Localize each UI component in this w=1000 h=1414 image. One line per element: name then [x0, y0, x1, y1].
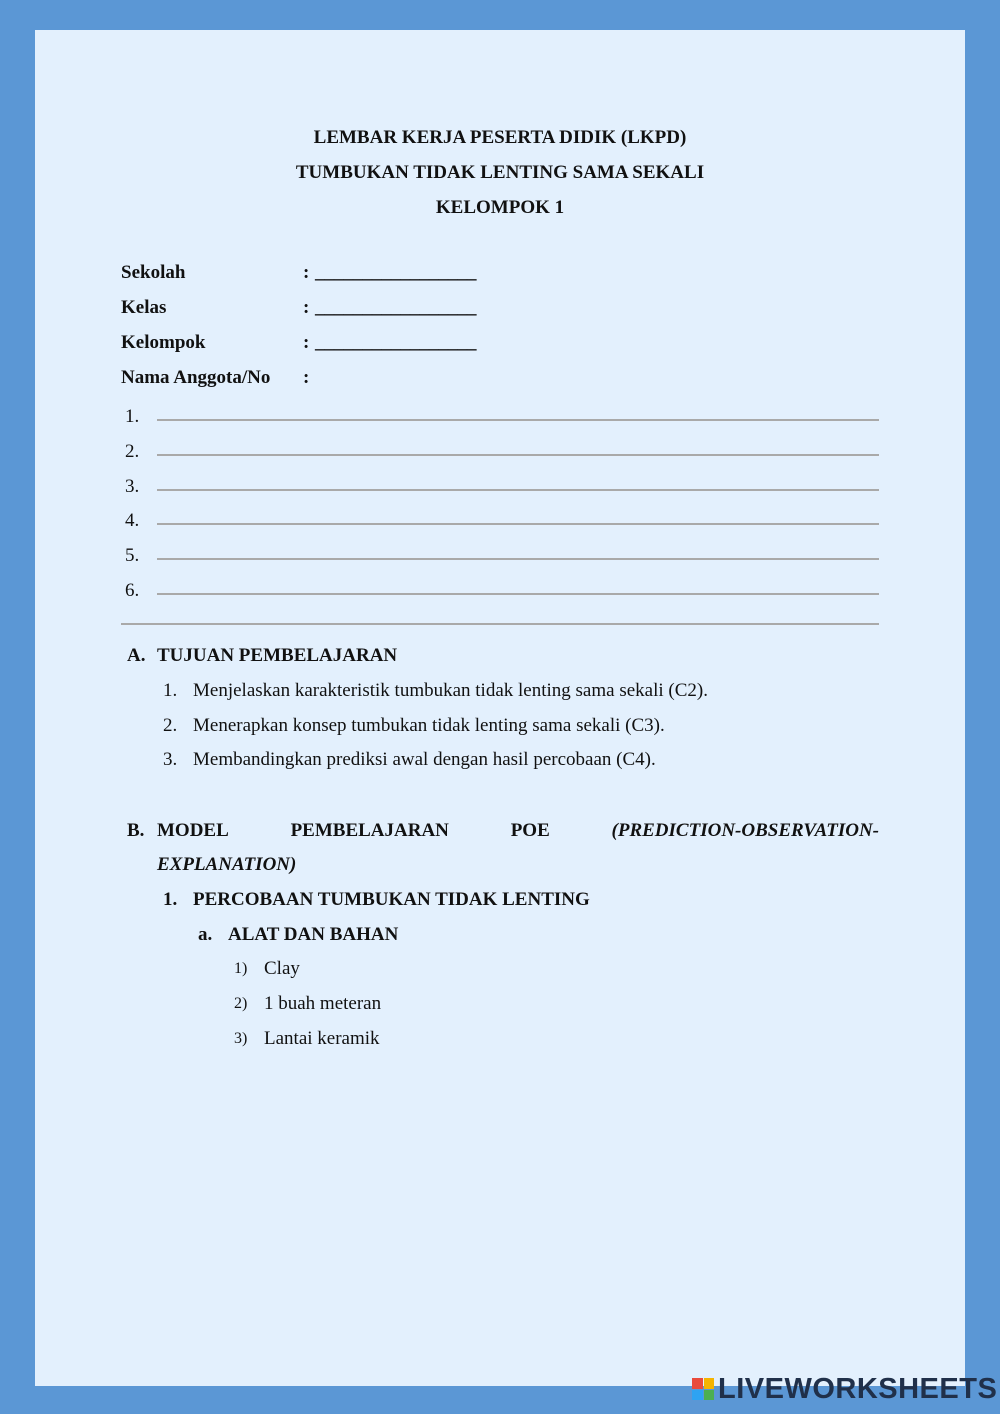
field-blank[interactable]: _________________ [315, 332, 477, 353]
title-line-3: KELOMPOK 1 [435, 197, 565, 218]
objective-number: 1. [163, 680, 178, 701]
field-label: Kelompok [121, 332, 206, 353]
section-b-italic-cont: EXPLANATION) [157, 854, 297, 875]
logo-square-icon [704, 1378, 715, 1389]
liveworksheets-watermark [692, 1374, 997, 1404]
objective-text: Menerapkan konsep tumbukan tidak lenting sama sekali (C3). [193, 715, 665, 736]
material-number: 1) [234, 960, 248, 977]
title-line-1: LEMBAR KERJA PESERTA DIDIK (LKPD) [313, 127, 687, 148]
material-item-1 [234, 951, 734, 986]
member-row-6 [125, 573, 879, 608]
field-kelompok [121, 325, 477, 360]
materials-marker: a. [198, 924, 213, 945]
member-number: 2. [125, 441, 140, 462]
objective-text: Menjelaskan karakteristik tumbukan tidak lenting sama sekali (C2). [193, 680, 708, 701]
member-row-5 [125, 538, 879, 573]
member-line[interactable] [157, 454, 879, 456]
member-number: 6. [125, 580, 140, 601]
member-line[interactable] [157, 558, 879, 560]
member-line[interactable] [157, 489, 879, 491]
objective-item-2 [163, 708, 863, 743]
field-nama-anggota [121, 360, 315, 395]
section-a-title: TUJUAN PEMBELAJARAN [157, 645, 398, 666]
experiment-number: 1. [163, 889, 178, 910]
material-item-3 [234, 1021, 734, 1056]
member-number: 4. [125, 510, 140, 531]
member-row-3 [125, 469, 879, 504]
section-b-word-3: POE [510, 820, 550, 841]
objective-number: 2. [163, 715, 178, 736]
field-colon: : [303, 262, 310, 283]
liveworksheets-logo-icon [692, 1378, 714, 1400]
member-row-4 [125, 503, 879, 538]
member-number: 3. [125, 476, 140, 497]
objective-item-3 [163, 742, 863, 777]
field-blank[interactable]: _________________ [315, 262, 477, 283]
section-b-italic: (PREDICTION-OBSERVATION- [611, 820, 879, 841]
logo-square-icon [704, 1390, 715, 1401]
experiment-heading [163, 882, 863, 917]
section-b-word-2: PEMBELAJARAN [290, 820, 449, 841]
objective-item-1 [163, 673, 863, 708]
member-number: 5. [125, 545, 140, 566]
experiment-title: PERCOBAAN TUMBUKAN TIDAK LENTING [193, 889, 590, 910]
material-text: Lantai keramik [264, 1028, 380, 1049]
material-number: 3) [234, 1030, 248, 1047]
material-item-2 [234, 986, 734, 1021]
material-text: 1 buah meteran [264, 993, 382, 1014]
field-kelas [121, 290, 477, 325]
field-blank[interactable]: _________________ [315, 297, 477, 318]
field-colon: : [303, 332, 310, 353]
member-line[interactable] [157, 593, 879, 595]
materials-heading [198, 917, 798, 952]
objective-number: 3. [163, 749, 178, 770]
section-b-heading [157, 813, 879, 848]
title-block [35, 120, 965, 225]
logo-square-icon [692, 1390, 703, 1401]
worksheet-page [35, 30, 965, 1386]
member-row-1 [125, 399, 879, 434]
section-divider [121, 623, 879, 625]
field-sekolah [121, 255, 477, 290]
member-line[interactable] [157, 523, 879, 525]
material-text: Clay [264, 958, 300, 979]
objective-text: Membandingkan prediksi awal dengan hasil percobaan (C4). [193, 749, 656, 770]
logo-square-icon [692, 1378, 703, 1389]
materials-title: ALAT DAN BAHAN [228, 924, 399, 945]
member-row-2 [125, 434, 879, 469]
field-colon: : [303, 297, 310, 318]
field-colon: : [303, 367, 310, 388]
field-label: Nama Anggota/No [121, 367, 271, 388]
watermark-text: LIVEWORKSHEETS [718, 1372, 998, 1405]
section-a-marker: A. [127, 645, 146, 666]
member-line[interactable] [157, 419, 879, 421]
field-label: Kelas [121, 297, 167, 318]
section-a-heading [127, 638, 827, 673]
section-b-word-1: MODEL [157, 820, 229, 841]
field-label: Sekolah [121, 262, 186, 283]
material-number: 2) [234, 995, 248, 1012]
section-b-marker: B. [127, 820, 145, 841]
title-line-2: TUMBUKAN TIDAK LENTING SAMA SEKALI [295, 162, 705, 183]
member-number: 1. [125, 406, 140, 427]
